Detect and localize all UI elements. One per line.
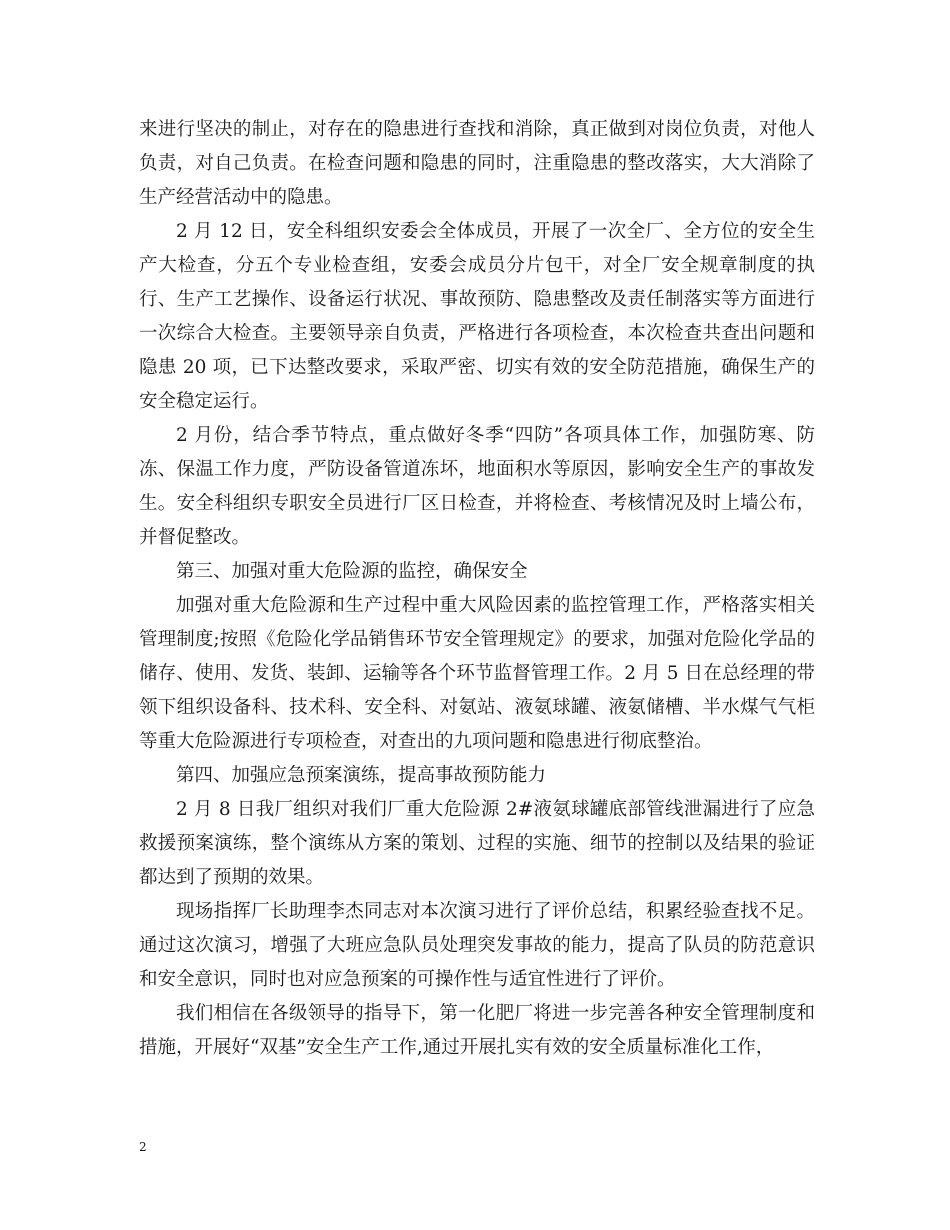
- page-number: 2: [139, 1140, 147, 1154]
- paragraph: 现场指挥厂长助理李杰同志对本次演习进行了评价总结，积累经验查找不足。通过这次演习，增强了大班应急队员处理突发事故的能力，提高了队员的防范意识和安全意识，同时也对应急预案的可操作性与适宜性进行了评价。: [139, 901, 815, 990]
- paragraph: 加强对重大危险源和生产过程中重大风险因素的监控管理工作，严格落实相关管理制度;按照《危险化学品销售环节安全管理规定》的要求，加强对危险化学品的储存、使用、发货、装卸、运输等各个环节监督管理工作。2 月 5 日在总经理的带领下组织设备科、技术科、安全科、对氨站、液氨球罐、液氨储槽、半水煤气气柜等重大危险源进行专项检查，对查出的九项问题和隐患进行彻底整治。: [139, 595, 815, 752]
- paragraph: 来进行坚决的制止，对存在的隐患进行查找和消除，真正做到对岗位负责，对他人负责，对自己负责。在检查问题和隐患的同时，注重隐患的整改落实，大大消除了生产经营活动中的隐患。: [139, 119, 815, 208]
- paragraph: 2 月 8 日我厂组织对我们厂重大危险源 2#液氨球罐底部管线泄漏进行了应急救援预案演练，整个演练从方案的策划、过程的实施、细节的控制以及结果的验证都达到了预期的效果。: [139, 799, 815, 888]
- paragraph: 2 月 12 日，安全科组织安委会全体成员，开展了一次全厂、全方位的安全生产大检查，分五个专业检查组，安委会成员分片包干，对全厂安全规章制度的执行、生产工艺操作、设备运行状况、事故预防、隐患整改及责任制落实等方面进行一次综合大检查。主要领导亲自负责，严格进行各项检查，本次检查共查出问题和隐患 20 项，已下达整改要求，采取严密、切实有效的安全防范措施，确保生产的安全稳定运行。: [139, 221, 815, 412]
- document-body: [139, 113, 815, 1065]
- paragraph: 2 月份，结合季节特点，重点做好冬季“四防”各项具体工作，加强防寒、防冻、保温工作力度，严防设备管道冻坏，地面积水等原因，影响安全生产的事故发生。安全科组织专职安全员进行厂区日检查，并将检查、考核情况及时上墙公布，并督促整改。: [139, 425, 815, 548]
- section-heading: 第三、加强对重大危险源的监控，确保安全: [176, 561, 528, 582]
- section-heading: 第四、加强应急预案演练，提高事故预防能力: [176, 765, 547, 786]
- paragraph: 我们相信在各级领导的指导下，第一化肥厂将进一步完善各种安全管理制度和措施，开展好“双基”安全生产工作,通过开展扎实有效的安全质量标准化工作，: [139, 1003, 815, 1058]
